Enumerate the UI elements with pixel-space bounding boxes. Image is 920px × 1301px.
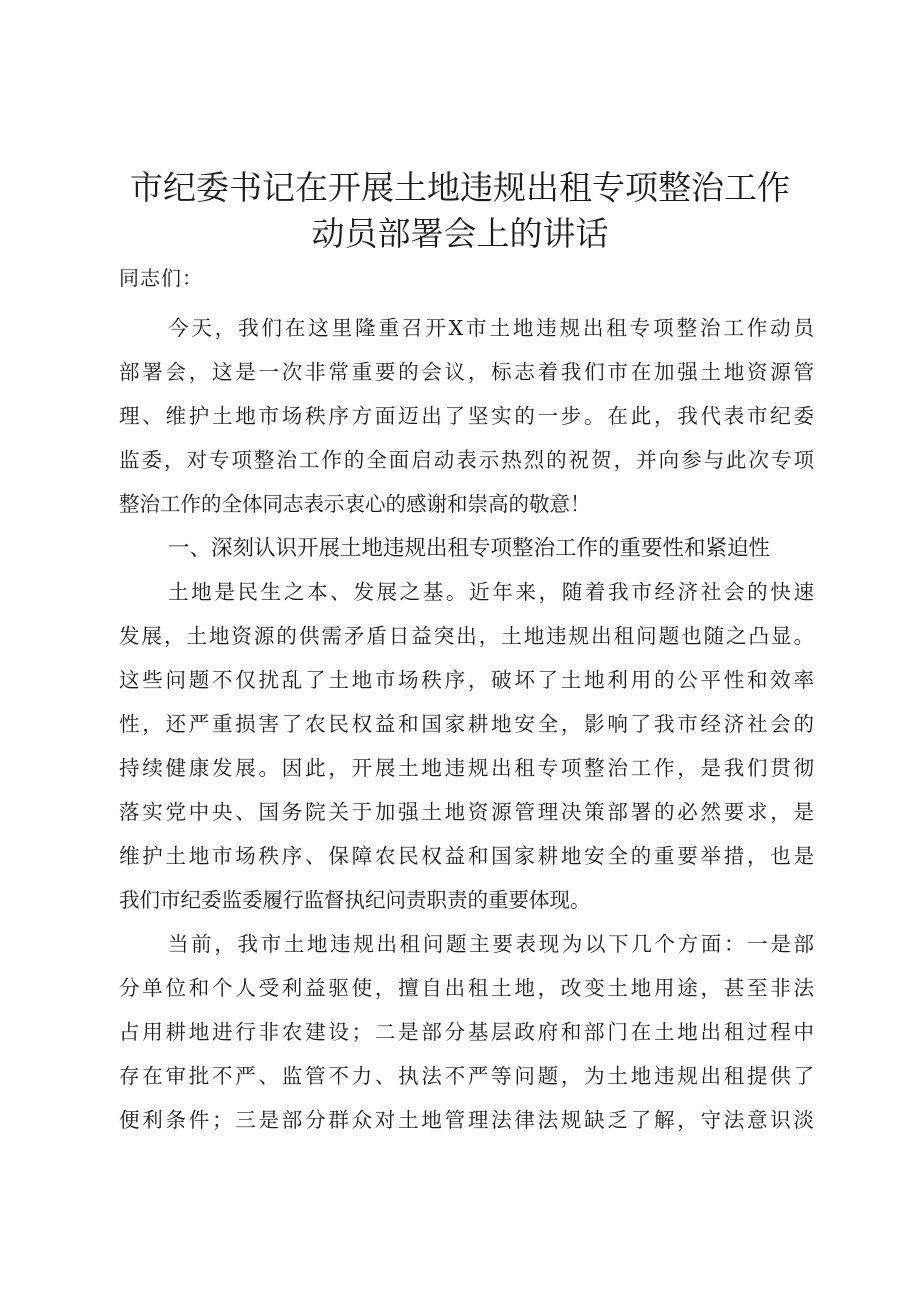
paragraph-2-line: 土地是民生之本、发展之基。近年来，随着我市经济社会的快速 <box>168 580 814 604</box>
section-1-heading: 一、深刻认识开展土地违规出租专项整治工作的重要性和紧迫性 <box>168 536 771 561</box>
paragraph-2-line: 落实党中央、国务院关于加强土地资源管理决策部署的必然要求，是 <box>119 800 814 824</box>
document-title-line-2: 动员部署会上的讲话 <box>311 214 609 253</box>
paragraph-2-line: 这些问题不仅扰乱了土地市场秩序，破坏了土地利用的公平性和效率 <box>119 668 814 692</box>
paragraph-2-line: 发展，土地资源的供需矛盾日益突出，土地违规出租问题也随之凸显。 <box>119 624 814 648</box>
paragraph-3-line: 当前，我市土地违规出租问题主要表现为以下几个方面：一是部 <box>168 932 814 956</box>
paragraph-1-line: 部署会，这是一次非常重要的会议，标志着我们市在加强土地资源管 <box>119 360 814 384</box>
paragraph-2-line: 我们市纪委监委履行监督执纪问责职责的重要体现。 <box>119 888 591 912</box>
paragraph-1-line: 理、维护土地市场秩序方面迈出了坚实的一步。在此，我代表市纪委 <box>119 404 814 428</box>
salutation: 同志们： <box>119 266 203 290</box>
paragraph-1-line: 今天，我们在这里隆重召开X市土地违规出租专项整治工作动员 <box>168 316 814 340</box>
paragraph-1-line: 监委，对专项整治工作的全面启动表示热烈的祝贺，并向参与此次专项 <box>119 448 814 472</box>
document-title-line-1: 市纪委书记在开展土地违规出租专项整治工作 <box>130 168 790 207</box>
paragraph-1-line: 整治工作的全体同志表示衷心的感谢和崇高的敬意！ <box>119 492 591 516</box>
paragraph-2-line: 性，还严重损害了农民权益和国家耕地安全，影响了我市经济社会的 <box>119 712 814 736</box>
paragraph-2-line: 维护土地市场秩序、保障农民权益和国家耕地安全的重要举措，也是 <box>119 844 814 868</box>
paragraph-3-line: 占用耕地进行非农建设；二是部分基层政府和部门在土地出租过程中 <box>119 1020 814 1044</box>
paragraph-2-line: 持续健康发展。因此，开展土地违规出租专项整治工作，是我们贯彻 <box>119 756 814 780</box>
paragraph-3-line: 存在审批不严、监管不力、执法不严等问题，为土地违规出租提供了 <box>119 1064 814 1088</box>
paragraph-3-line: 分单位和个人受利益驱使，擅自出租土地，改变土地用途，甚至非法 <box>119 976 814 1000</box>
paragraph-3-line: 便利条件；三是部分群众对土地管理法律法规缺乏了解，守法意识淡 <box>119 1108 814 1132</box>
